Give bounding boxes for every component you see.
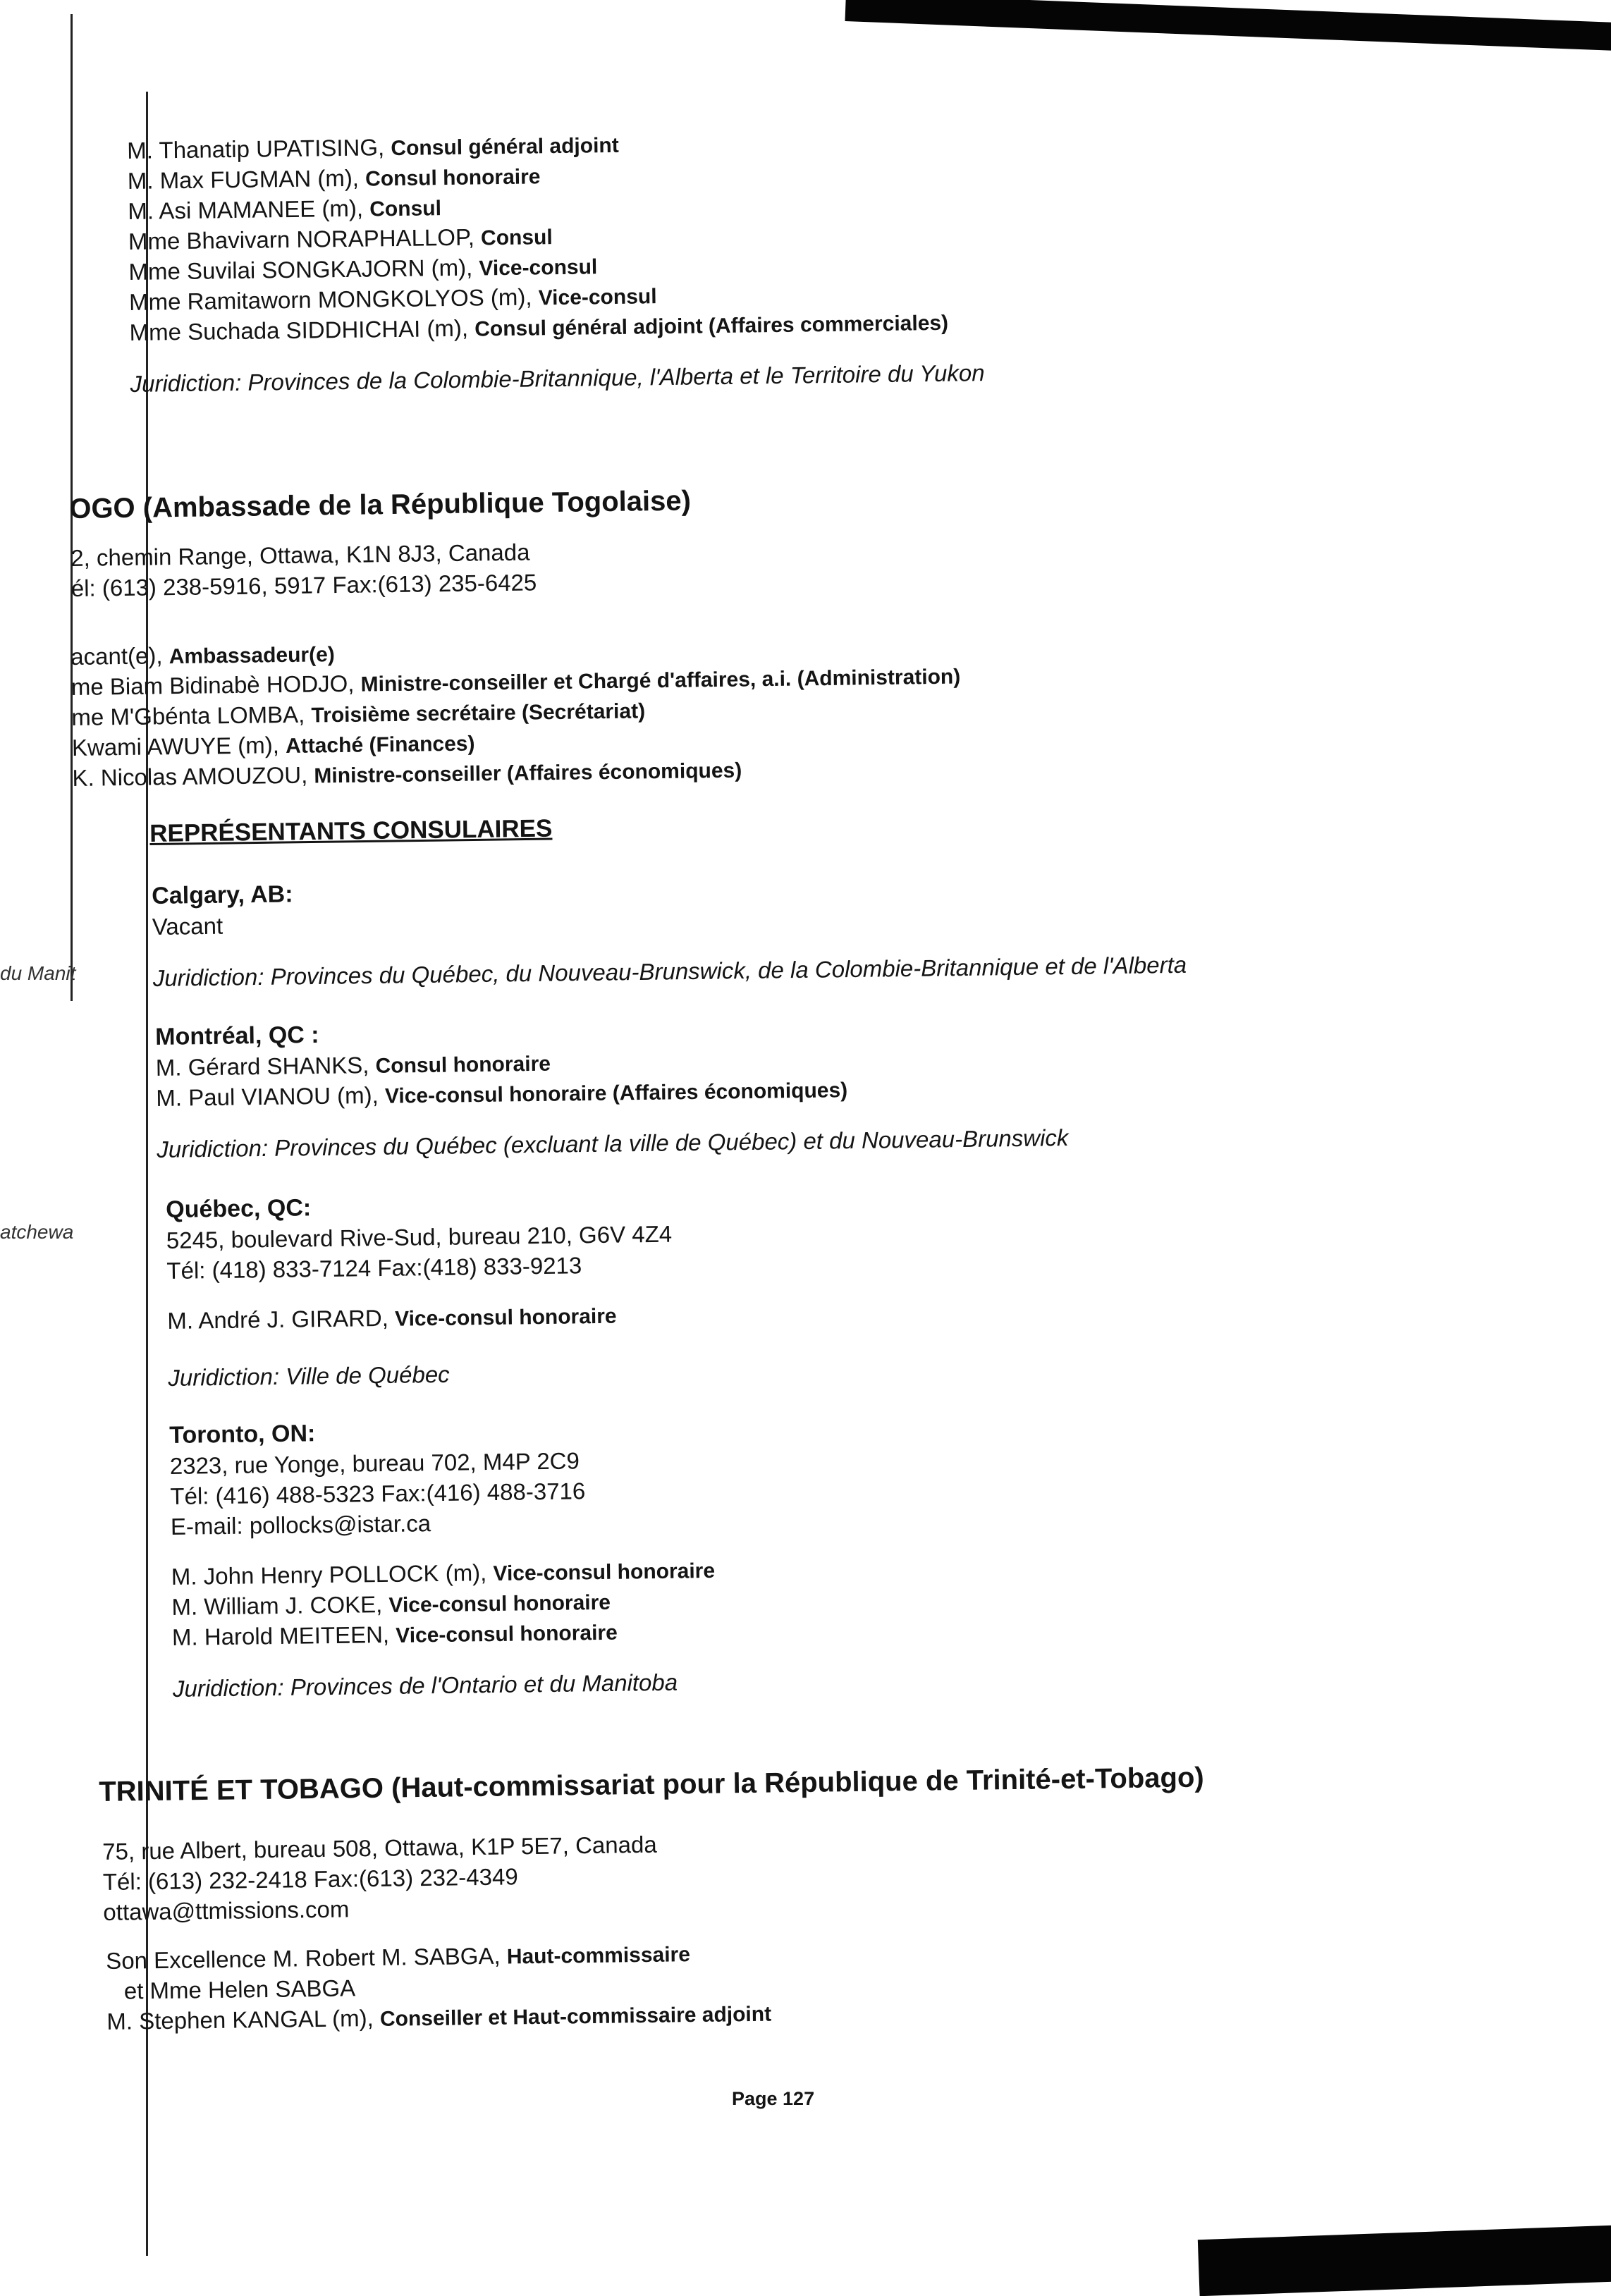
country-heading-togo: OGO (Ambassade de la République Togolaise) — [69, 485, 692, 524]
consulate-toronto — [169, 1413, 716, 1704]
section-heading-consular: REPRÉSENTANTS CONSULAIRES — [149, 814, 553, 847]
margin-fragment: atchewa — [0, 1221, 74, 1243]
city-name: Toronto, ON: — [169, 1420, 316, 1449]
staff-line: Mme Suvilai SONGKAJORN (m), Vice-consul — [128, 254, 598, 285]
togo-address-block — [71, 536, 537, 603]
staff-line: Mme Bhavivarn NORAPHALLOP, Consul — [128, 223, 553, 254]
staff-line: M. Paul VIANOU (m), Vice-consul honoraire (Affaires économiques) — [156, 1079, 848, 1111]
consulate-quebec — [166, 1189, 674, 1393]
staff-line: M. Thanatip UPATISING, Consul général adjoint — [127, 133, 619, 164]
phone: Tél: (416) 488-5323 Fax:(416) 488-3716 — [170, 1478, 586, 1509]
trinidad-address-block — [102, 1829, 658, 1927]
staff-line: Mme Suchada SIDDHICHAI (m), Consul général adjoint (Affaires commerciales) — [129, 311, 949, 345]
staff-line: K. Nicolas AMOUZOU, Ministre-conseiller (Affaires économiques) — [72, 759, 742, 791]
staff-line: Kwami AWUYE (m), Attaché (Finances) — [71, 732, 475, 761]
staff-line: M. Stephen KANGAL (m), Conseiller et Haut-commissaire adjoint — [106, 2002, 772, 2034]
spouse-line: et Mme Helen SABGA — [123, 1975, 356, 2004]
staff-line: M. André J. GIRARD, Vice-consul honoraire — [167, 1304, 617, 1334]
staff-line: acant(e), Ambassadeur(e) — [71, 642, 335, 670]
scan-shadow-top — [845, 0, 1611, 54]
staff-line: M. Max FUGMAN (m), Consul honoraire — [127, 164, 541, 194]
phone: Tél: (613) 232-2418 Fax:(613) 232-4349 — [102, 1863, 518, 1895]
staff-line: Son Excellence M. Robert M. SABGA, Haut-commissaire — [106, 1942, 691, 1974]
status: Vacant — [152, 912, 223, 940]
scan-fold-line-right — [146, 92, 148, 2256]
email: E-mail: pollocks@istar.ca — [170, 1510, 431, 1540]
city-name: Calgary, AB: — [152, 880, 293, 909]
address: 75, rue Albert, bureau 508, Ottawa, K1P 5E7, Canada — [102, 1831, 657, 1865]
staff-line: M. Gérard SHANKS, Consul honoraire — [155, 1052, 551, 1081]
page-number: Page 127 — [732, 2088, 815, 2109]
jurisdiction: Juridiction: Provinces de la Colombie-Britannique, l'Alberta et le Territoire du Yukon — [130, 360, 985, 397]
staff-line: Mme Ramitaworn MONGKOLYOS (m), Vice-consul — [128, 283, 657, 315]
scan-shadow-bottom — [1198, 2223, 1611, 2296]
staff-line: me M'Gbénta LOMBA, Troisième secrétaire (Secrétariat) — [71, 699, 646, 730]
staff-line: me Biam Bidinabè HODJO, Ministre-conseiller et Chargé d'affaires, a.i. (Administration) — [71, 665, 961, 700]
staff-line: M. William J. COKE, Vice-consul honoraire — [171, 1590, 611, 1620]
city-name: Québec, QC: — [166, 1194, 312, 1223]
consulate-montreal — [155, 1010, 1069, 1165]
margin-fragment: du Manit — [0, 962, 76, 984]
thailand-staff-block — [127, 124, 985, 399]
address: 2323, rue Yonge, bureau 702, M4P 2C9 — [169, 1447, 580, 1479]
trinidad-staff-block — [106, 1937, 771, 2037]
staff-line: M. Harold MEITEEN, Vice-consul honoraire — [171, 1621, 618, 1650]
jurisdiction: Juridiction: Provinces de l'Ontario et du Manitoba — [172, 1669, 678, 1702]
phone: Tél: (418) 833-7124 Fax:(418) 833-9213 — [166, 1252, 582, 1284]
staff-line: M. Asi MAMANEE (m), Consul — [128, 195, 442, 224]
address: 2, chemin Range, Ottawa, K1N 8J3, Canada — [71, 539, 530, 571]
consulate-calgary — [152, 868, 1187, 993]
country-heading-trinidad: TRINITÉ ET TOBAGO (Haut-commissariat pour la République de Trinité-et-Tobago) — [99, 1762, 1204, 1807]
address: 5245, boulevard Rive-Sud, bureau 210, G6V 4Z4 — [166, 1220, 673, 1253]
email: ottawa@ttmissions.com — [103, 1896, 350, 1925]
city-name: Montréal, QC : — [155, 1021, 319, 1050]
togo-staff-block — [71, 630, 962, 792]
jurisdiction: Juridiction: Provinces du Québec, du Nouveau-Brunswick, de la Colombie-Britannique et de l'Alberta — [152, 951, 1187, 991]
staff-line: M. John Henry POLLOCK (m), Vice-consul honoraire — [171, 1559, 716, 1590]
phone: él: (613) 238-5916, 5917 Fax:(613) 235-6425 — [71, 569, 537, 601]
jurisdiction: Juridiction: Ville de Québec — [168, 1361, 450, 1391]
jurisdiction: Juridiction: Provinces du Québec (excluant la ville de Québec) et du Nouveau-Brunswick — [157, 1124, 1069, 1162]
